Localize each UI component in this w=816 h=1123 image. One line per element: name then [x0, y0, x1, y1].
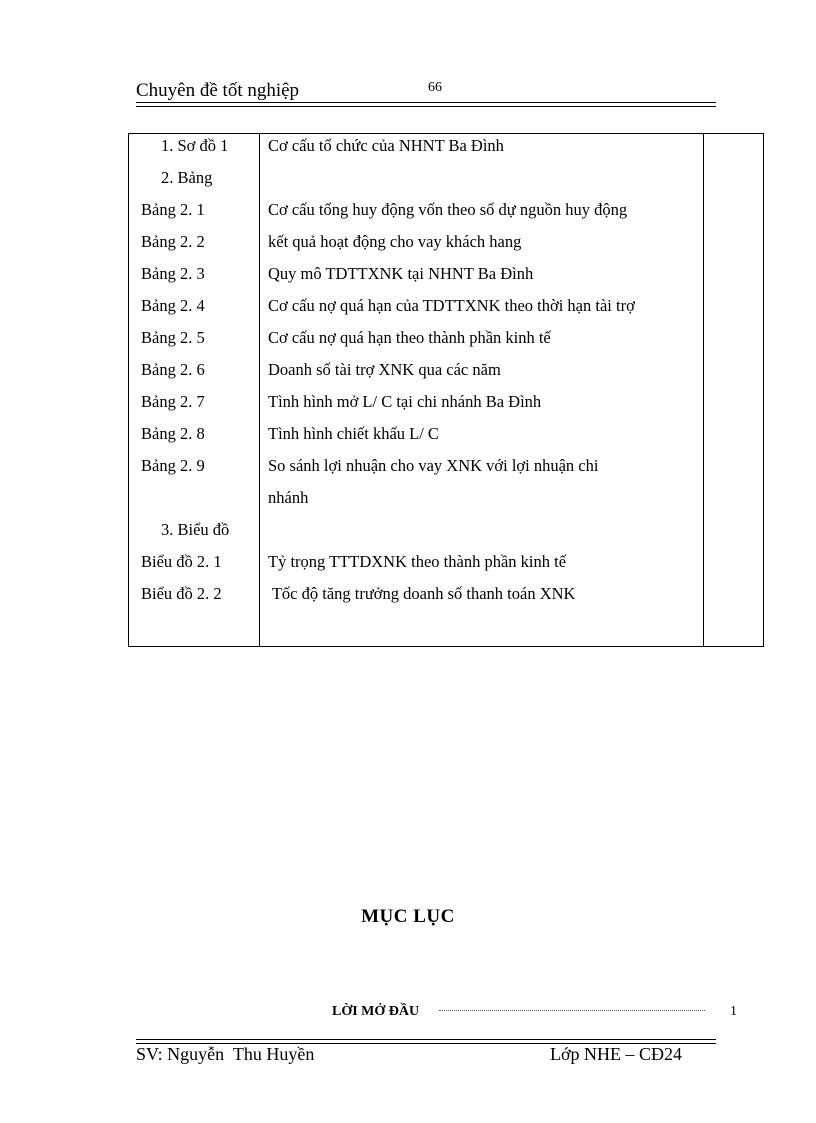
row-description: nhánh	[268, 488, 309, 507]
row-description: Cơ cấu tổ chức của NHNT Ba Đình	[268, 136, 504, 155]
row-label: Bảng 2. 7	[141, 392, 205, 411]
row-label: Bảng 2. 3	[141, 264, 205, 283]
toc-title: MỤC LỤC	[361, 906, 455, 927]
row-label: Bảng 2. 5	[141, 328, 205, 347]
header-rule	[136, 102, 716, 103]
row-label: 1. Sơ đồ 1	[161, 136, 229, 155]
row-description: Cơ cấu nợ quá hạn của TDTTXNK theo thời hạn tài trợ	[268, 296, 635, 315]
row-label: Bảng 2. 9	[141, 456, 205, 475]
row-label: Bảng 2. 4	[141, 296, 205, 315]
toc-entry-label: LỜI MỞ ĐẦU	[332, 1004, 420, 1019]
row-description: Tốc độ tăng trưởng doanh số thanh toán XNK	[268, 584, 576, 603]
row-description: Doanh số tài trợ XNK qua các năm	[268, 360, 501, 379]
row-description: Cơ cấu tổng huy động vốn theo số dự nguồn huy động	[268, 200, 628, 219]
row-label: Bảng 2. 8	[141, 424, 205, 443]
header-rule	[136, 106, 716, 107]
row-label: Bảng 2. 2	[141, 232, 205, 251]
footer-class: Lớp NHE – CĐ24	[550, 1044, 683, 1064]
toc-entry-page: 1	[730, 1004, 737, 1019]
table-divider	[703, 134, 704, 646]
row-description: Cơ cấu nợ quá hạn theo thành phần kinh tế	[268, 328, 551, 347]
row-description: So sánh lợi nhuận cho vay XNK với lợi nhuận chi	[268, 456, 599, 475]
header-page-number: 66	[428, 80, 442, 95]
toc-entry	[332, 1004, 742, 1020]
row-description: Quy mô TDTTXNK tại NHNT Ba Đình	[268, 264, 534, 283]
row-description: Tỷ trọng TTTDXNK theo thành phần kinh tế	[268, 552, 567, 571]
row-label: Bảng 2. 1	[141, 200, 205, 219]
footer-student: SV: Nguyễn Thu Huyền	[136, 1044, 315, 1064]
header-title: Chuyên đề tốt nghiệp	[136, 80, 300, 101]
row-label: 3. Biểu đồ	[161, 520, 230, 539]
toc-leader-dots	[439, 1010, 705, 1011]
row-label: Bảng 2. 6	[141, 360, 205, 379]
row-description: Tình hình chiết khấu L/ C	[268, 424, 439, 443]
row-label: Biểu đồ 2. 1	[141, 552, 222, 571]
figures-tables-list	[128, 133, 764, 647]
row-description: kết quả hoạt động cho vay khách hang	[268, 232, 522, 251]
row-label: 2. Bảng	[161, 168, 213, 187]
footer-rule	[136, 1039, 716, 1040]
row-label: Biểu đồ 2. 2	[141, 584, 222, 603]
row-description: Tình hình mở L/ C tại chi nhánh Ba Đình	[268, 392, 542, 411]
